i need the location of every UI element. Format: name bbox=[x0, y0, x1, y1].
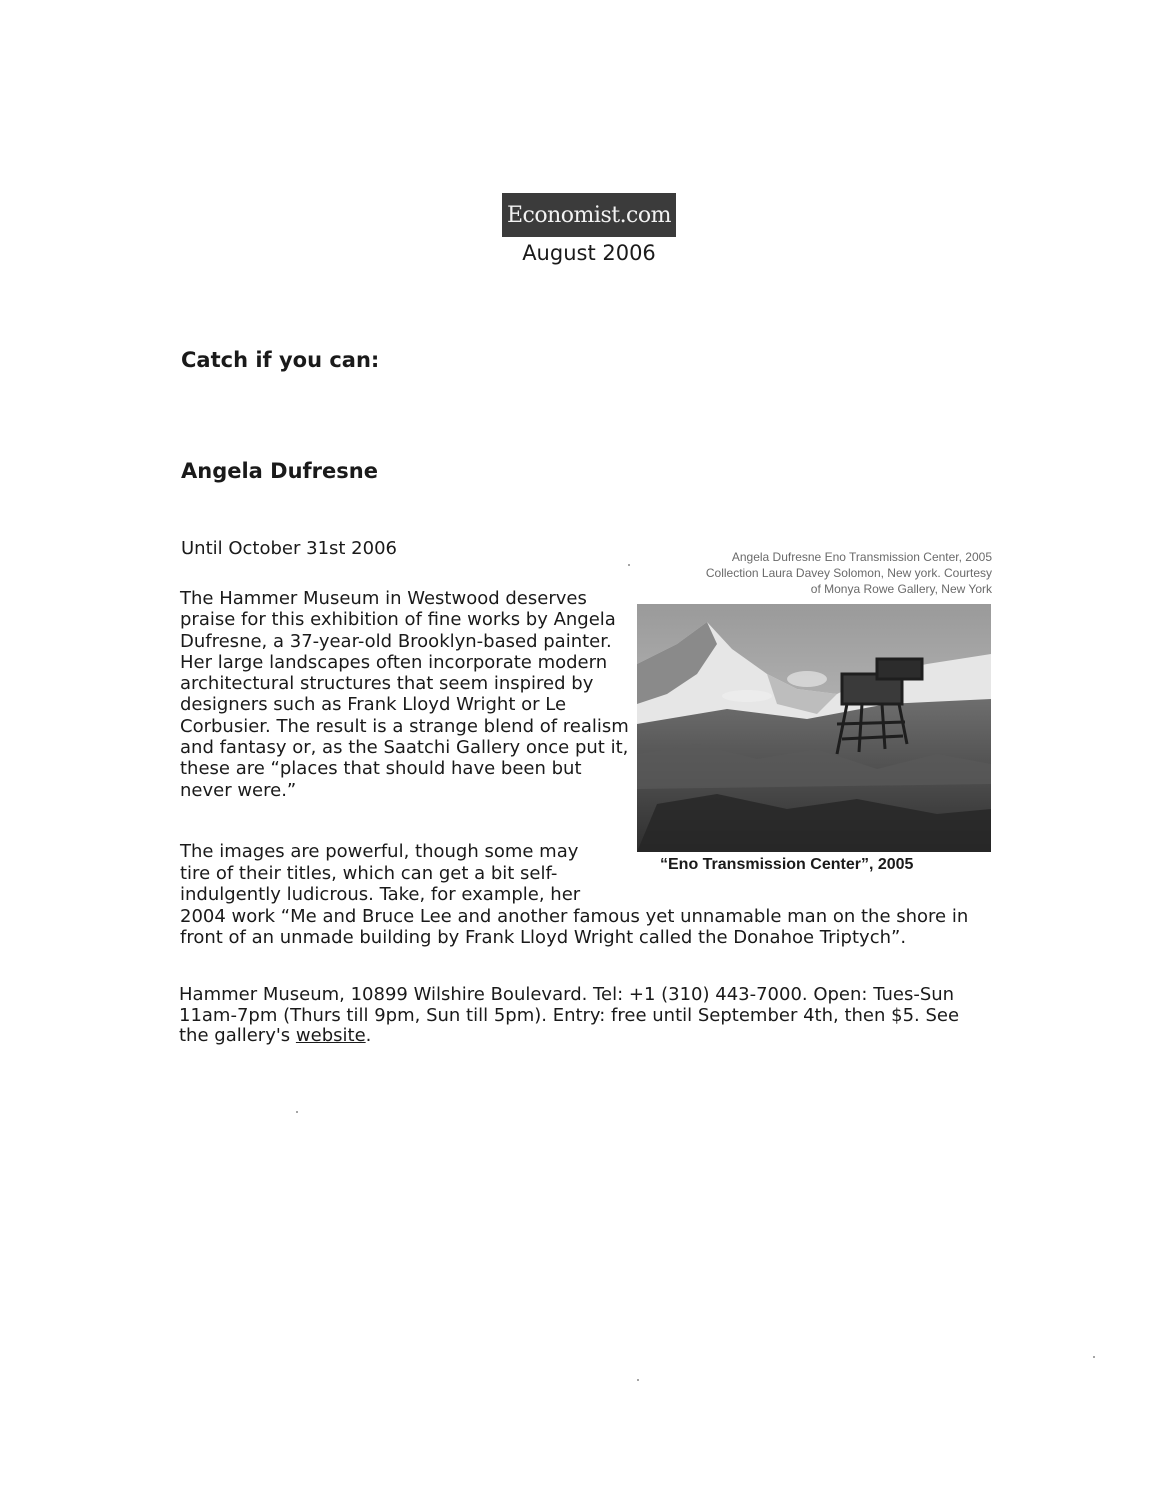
painting-image bbox=[637, 604, 991, 852]
website-link[interactable]: website bbox=[295, 1025, 366, 1046]
section-heading: Catch if you can: bbox=[181, 348, 380, 372]
scan-speck bbox=[296, 1111, 298, 1113]
credit-line-3: of Monya Rowe Gallery, New York bbox=[810, 582, 992, 596]
museum-info-text: Hammer Museum, 10899 Wilshire Boulevard. Tel: +1 (310) 443-7000. Open: Tues-Sun 11am-7pm (Thurs till 9pm, Sun till 5pm). Entry: free until September 4th, then $5. See the gallery's bbox=[179, 984, 960, 1046]
scan-speck bbox=[1093, 1356, 1095, 1358]
article-paragraph-2: The images are powerful, though some may tire of their titles, which can get a bit self-indulgently ludicrous. Take, for example, her 2004 work “Me and Bruce Lee and another famous yet unnamable man on the shore in front of an unmade building by Frank Lloyd Wright called the Donahoe Triptych”. bbox=[180, 841, 969, 948]
figure-caption: “Eno Transmission Center”, 2005 bbox=[660, 856, 914, 873]
museum-info-end: . bbox=[365, 1025, 372, 1046]
image-credit bbox=[630, 549, 992, 597]
scan-speck bbox=[637, 1379, 639, 1381]
article-paragraph-1: The Hammer Museum in Westwood deserves praise for this exhibition of fine works by Angela Dufresne, a 37-year-old Brooklyn-based painter. Her large landscapes often incorporate modern architectural structures that seem inspired by designers such as Frank Lloyd Wright or Le Corbusier. The result is a strange blend of realism and fantasy or, as the Saatchi Gallery once put it, these are “places that should have been but never were.” bbox=[180, 588, 629, 801]
artist-heading: Angela Dufresne bbox=[181, 459, 378, 483]
exhibition-dates: Until October 31st 2006 bbox=[181, 538, 397, 559]
publication-date: August 2006 bbox=[522, 241, 656, 265]
credit-line-2: Collection Laura Davey Solomon, New york. Courtesy bbox=[705, 566, 992, 580]
museum-info bbox=[179, 985, 984, 1047]
economist-logo: Economist.com bbox=[502, 193, 676, 237]
credit-line-1: Angela Dufresne Eno Transmission Center, 2005 bbox=[731, 550, 992, 564]
scan-speck bbox=[628, 564, 630, 566]
